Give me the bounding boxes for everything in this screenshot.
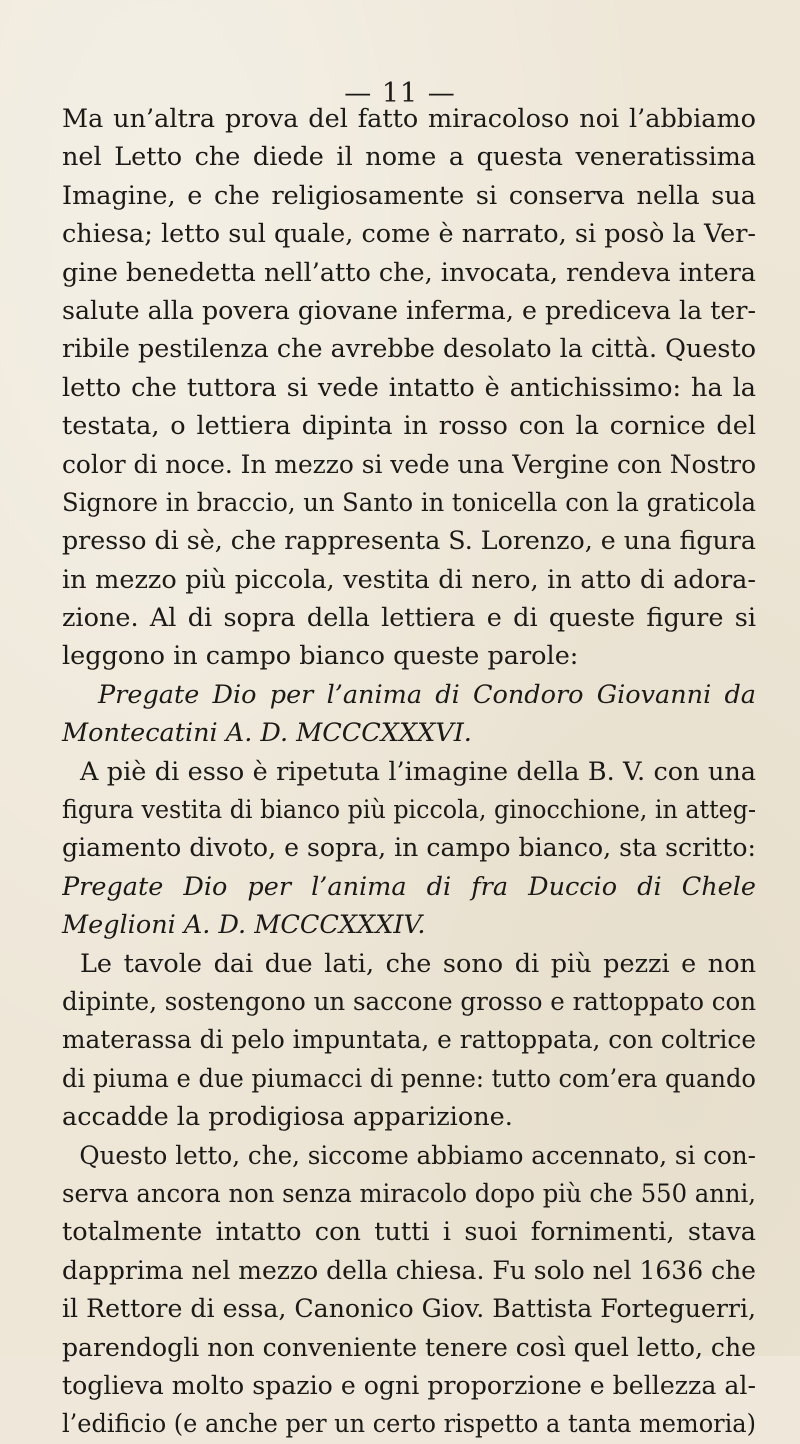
text-line: toglieva molto spazio e ogni proporzione e bellezza al- [62, 1370, 756, 1401]
text-line: giamento divoto, e sopra, in campo bianco, sta scritto: [62, 833, 757, 864]
text-line: Montecatini A. D. MCCCXXXVI. [62, 718, 472, 749]
text-line: nel Letto che diede il nome a questa veneratissima [62, 142, 756, 173]
text-line: presso di sè, che rappresenta S. Lorenzo, e una figura [62, 526, 756, 557]
text-line: di piuma e due piumacci di penne: tutto com’era quando [62, 1063, 756, 1094]
text-line: in mezzo più piccola, vestita di nero, in atto di adora- [62, 564, 756, 595]
text-line: Questo letto, che, siccome abbiamo accennato, si con- [79, 1140, 756, 1171]
text-line: materassa di pelo impuntata, e rattoppata, con coltrice [62, 1025, 757, 1056]
text-line: salute alla povera giovane inferma, e prediceva la ter- [62, 295, 756, 326]
text-line: Signore in braccio, un Santo in tonicella con la graticola [62, 487, 756, 518]
text-line: dapprima nel mezzo della chiesa. Fu solo nel 1636 che [62, 1255, 756, 1286]
text-line: totalmente intatto con tutti i suoi fornimenti, stava [62, 1217, 756, 1248]
text-line: dipinte, sostengono un saccone grosso e rattoppato con [62, 986, 757, 1017]
text-line: Meglioni A. D. MCCCXXXIV. [62, 910, 426, 941]
text-line: zione. Al di sopra della lettiera e di queste figure si [62, 603, 756, 634]
text-line: figura vestita di bianco più piccola, ginocchione, in atteg- [62, 795, 757, 826]
text-line: Imagine, e che religiosamente si conserva nella sua [62, 180, 756, 211]
text-line: Pregate Dio per l’anima di fra Duccio di Chele [62, 871, 756, 902]
text-line: gine benedetta nell’atto che, invocata, rendeva intera [62, 257, 756, 288]
text-line: chiesa; letto sul quale, come è narrato, si posò la Ver- [62, 219, 756, 250]
text-line: serva ancora non senza miracolo dopo più che 550 anni, [62, 1178, 757, 1209]
page-number: — 11 — [344, 78, 456, 109]
text-line: accadde la prodigiosa apparizione. [62, 1102, 513, 1133]
text-line: Le tavole dai due lati, che sono di più pezzi e non [80, 948, 756, 979]
text-line: parendogli non conveniente tenere così quel letto, che [62, 1332, 756, 1363]
text-line: letto che tuttora si vede intatto è antichissimo: ha la [62, 372, 756, 403]
text-line: il Rettore di essa, Canonico Giov. Battista Forteguerri, [62, 1294, 757, 1325]
text-line: leggono in campo bianco queste parole: [62, 641, 579, 672]
text-line: Pregate Dio per l’anima di Condoro Giovanni da [98, 679, 756, 710]
text-line: l’edificio (e anche per un certo rispetto a tanta memoria) [62, 1409, 756, 1440]
text-line: ribile pestilenza che avrebbe desolato la città. Questo [62, 334, 757, 365]
body-text [62, 100, 756, 1444]
text-line: testata, o lettiera dipinta in rosso con la cornice del [62, 411, 756, 442]
text-line: A piè di esso è ripetuta l’imagine della B. V. con una [80, 756, 756, 787]
text-line: Ma un’altra prova del fatto miracoloso noi l’abbiamo [62, 104, 756, 134]
text-line: color di noce. In mezzo si vede una Vergine con Nostro [62, 449, 757, 480]
